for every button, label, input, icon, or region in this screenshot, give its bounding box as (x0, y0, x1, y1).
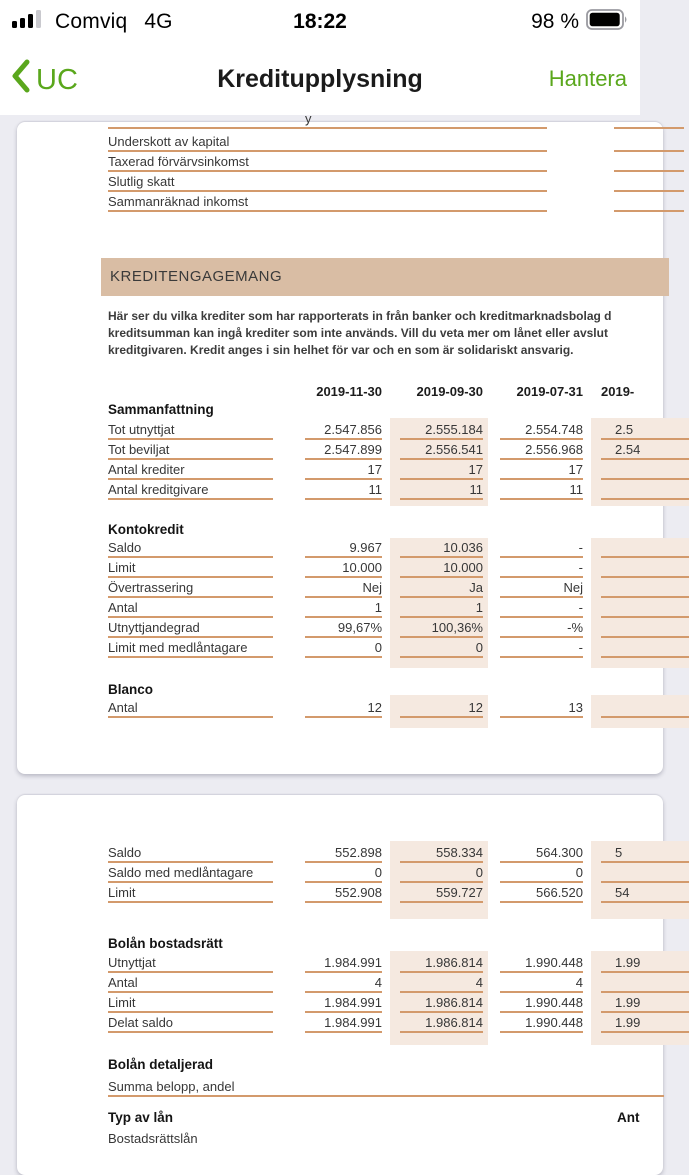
cell-value: 2.547.899 (305, 440, 382, 460)
cell-value: Ja (400, 578, 483, 598)
cell-value: 4 (305, 973, 382, 993)
cell-value: 1.99 (601, 953, 689, 973)
table-row (17, 1077, 663, 1097)
cell-value (601, 460, 689, 480)
back-button-label: UC (36, 63, 78, 96)
cell-value (601, 558, 689, 578)
cell-value: 2.554.748 (500, 420, 583, 440)
cell-value: Nej (305, 578, 382, 598)
table-row (17, 843, 663, 863)
cell-value: 17 (400, 460, 483, 480)
cell-value: 10.036 (400, 538, 483, 558)
column-header: 2019-09-30 (416, 384, 483, 399)
cell-value: 1.984.991 (305, 993, 382, 1013)
row-label-fragment: y (108, 109, 547, 129)
cell-value: 4 (500, 973, 583, 993)
row-label: Limit med medlåntagare (108, 638, 273, 658)
cell-value: 2.556.541 (400, 440, 483, 460)
cell-value (601, 973, 689, 993)
table-row (17, 538, 663, 558)
table-row (17, 883, 663, 903)
cell-value: 1.990.448 (500, 953, 583, 973)
cell-value: 558.334 (400, 843, 483, 863)
table-row (17, 152, 663, 172)
row-label: Antal (108, 598, 273, 618)
section-header-band: KREDITENGAGEMANG (101, 258, 669, 296)
cell-value: 1.990.448 (500, 1013, 583, 1033)
row-label: Slutlig skatt (108, 172, 547, 192)
cell-value: 2.547.856 (305, 420, 382, 440)
row-label: Utnyttjat (108, 953, 273, 973)
report-card-bottom (17, 795, 663, 1175)
navigation-bar (0, 44, 640, 115)
section-title: Kontokredit (108, 522, 184, 537)
table-row (17, 192, 663, 212)
cell-value: 0 (500, 863, 583, 883)
cell-value: 1.986.814 (400, 993, 483, 1013)
cell-value: 100,36% (400, 618, 483, 638)
cell-value: 2.556.968 (500, 440, 583, 460)
description-line: kreditgivaren. Kredit anges i sin helhet för var och en som är solidariskt ansvarig. (108, 343, 574, 357)
table-row (17, 172, 663, 192)
page-title: Kreditupplysning (217, 65, 423, 93)
row-label: Saldo med medlåntagare (108, 863, 273, 883)
cell-value: 11 (500, 480, 583, 500)
back-button[interactable] (10, 58, 78, 102)
table-row (17, 618, 663, 638)
cell-value (614, 132, 684, 152)
table-row (17, 460, 663, 480)
table-row (17, 578, 663, 598)
row-label: Saldo (108, 843, 273, 863)
column-header: 2019-11-30 (316, 384, 382, 399)
report-scroll-area[interactable] (0, 111, 641, 1146)
carrier-label: Comviq (55, 10, 128, 33)
cell-value (614, 109, 684, 129)
manage-button[interactable]: Hantera (548, 66, 627, 91)
cell-value: 1 (400, 598, 483, 618)
cell-value: -% (500, 618, 583, 638)
description-line: Här ser du vilka krediter som har rapporterats in från banker och kreditmarknadsbolag d (108, 309, 612, 323)
status-right (531, 9, 628, 36)
cell-value (601, 480, 689, 500)
row-label: Taxerad förvärvsinkomst (108, 152, 547, 172)
row-label: Antal krediter (108, 460, 273, 480)
back-chevron-icon (10, 58, 32, 102)
row-label: Limit (108, 558, 273, 578)
row-label: Övertrassering (108, 578, 273, 598)
cell-value: 17 (500, 460, 583, 480)
battery-icon (586, 9, 628, 36)
cell-value (614, 152, 684, 172)
section-title: Bolån bostadsrätt (108, 936, 223, 951)
cell-value: 1.99 (601, 993, 689, 1013)
cell-value: 10.000 (400, 558, 483, 578)
cell-value: - (500, 538, 583, 558)
table-row (17, 558, 663, 578)
row-label: Limit (108, 993, 273, 1013)
section-title: Blanco (108, 682, 154, 697)
cell-value: 0 (400, 638, 483, 658)
cell-value (601, 863, 689, 883)
cell-value: - (500, 598, 583, 618)
cell-value: 2.54 (601, 440, 689, 460)
column-header: 2019- (601, 384, 635, 399)
row-label: Antal (108, 973, 273, 993)
table-row (17, 132, 663, 152)
table-row (17, 973, 663, 993)
cell-value (601, 598, 689, 618)
cell-value: 17 (305, 460, 382, 480)
status-bar (0, 0, 640, 44)
cell-value: 4 (400, 973, 483, 993)
status-time: 18:22 (293, 10, 347, 33)
cell-value: 1.986.814 (400, 1013, 483, 1033)
clipped-table-row (17, 111, 663, 129)
cell-value: 1.984.991 (305, 1013, 382, 1033)
cell-value (601, 538, 689, 558)
cell-value (601, 698, 689, 718)
cell-value: 11 (400, 480, 483, 500)
row-label: Limit (108, 883, 273, 903)
cell-value: 0 (305, 638, 382, 658)
cell-value: - (500, 558, 583, 578)
cell-value: 1.984.991 (305, 953, 382, 973)
cell-value: 552.898 (305, 843, 382, 863)
cell-value: 552.908 (305, 883, 382, 903)
cell-value (601, 578, 689, 598)
cell-value: 1.990.448 (500, 993, 583, 1013)
cell-value: 54 (601, 883, 689, 903)
row-label: Utnyttjandegrad (108, 618, 273, 638)
cell-value: 12 (400, 698, 483, 718)
cell-value (601, 638, 689, 658)
cell-value (614, 192, 684, 212)
row-label: Delat saldo (108, 1013, 273, 1033)
cell-value: Nej (500, 578, 583, 598)
table-row (17, 480, 663, 500)
table-row (17, 993, 663, 1013)
cell-value: 13 (500, 698, 583, 718)
table-row (17, 440, 663, 460)
cell-value: 11 (305, 480, 382, 500)
cell-value: 0 (400, 863, 483, 883)
cell-value: 99,67% (305, 618, 382, 638)
cell-value: 2.5 (601, 420, 689, 440)
cell-value: 564.300 (500, 843, 583, 863)
report-card-top (17, 111, 663, 774)
row-label: Antal kreditgivare (108, 480, 273, 500)
table-row (17, 1013, 663, 1033)
detail-column-header: Ant (617, 1110, 640, 1125)
table-row (17, 953, 663, 973)
cell-value: 12 (305, 698, 382, 718)
row-label: Tot utnyttjat (108, 420, 273, 440)
row-label: Summa belopp, andel (108, 1077, 664, 1097)
cell-value: 2.555.184 (400, 420, 483, 440)
description-line: kreditsumman kan ingå krediter som inte används. Vill du veta mer om lånet eller avslut (108, 326, 608, 340)
section-title: Sammanfattning (108, 402, 214, 417)
cell-value: 1.986.814 (400, 953, 483, 973)
cell-value: 10.000 (305, 558, 382, 578)
table-row (17, 598, 663, 618)
table-row (17, 638, 663, 658)
cell-value (614, 172, 684, 192)
network-type-label: 4G (144, 10, 173, 33)
cell-value: 1 (305, 598, 382, 618)
cell-value: 1.99 (601, 1013, 689, 1033)
cell-value: 0 (305, 863, 382, 883)
cell-value: 559.727 (400, 883, 483, 903)
detail-row-label: Bostadsrättslån (108, 1131, 198, 1146)
section-title: Bolån detaljerad (108, 1057, 214, 1072)
battery-percent-label: 98 % (531, 10, 579, 33)
table-row (17, 420, 663, 440)
cell-value: 566.520 (500, 883, 583, 903)
row-label: Saldo (108, 538, 273, 558)
table-row (17, 698, 663, 718)
row-label: Antal (108, 698, 273, 718)
detail-column-header: Typ av lån (108, 1110, 174, 1125)
cell-value: 9.967 (305, 538, 382, 558)
row-label: Underskott av kapital (108, 132, 547, 152)
cell-value: 5 (601, 843, 689, 863)
row-label: Sammanräknad inkomst (108, 192, 547, 212)
cell-value (601, 618, 689, 638)
column-header: 2019-07-31 (516, 384, 583, 399)
row-label: Tot beviljat (108, 440, 273, 460)
table-row (17, 863, 663, 883)
cell-value: - (500, 638, 583, 658)
